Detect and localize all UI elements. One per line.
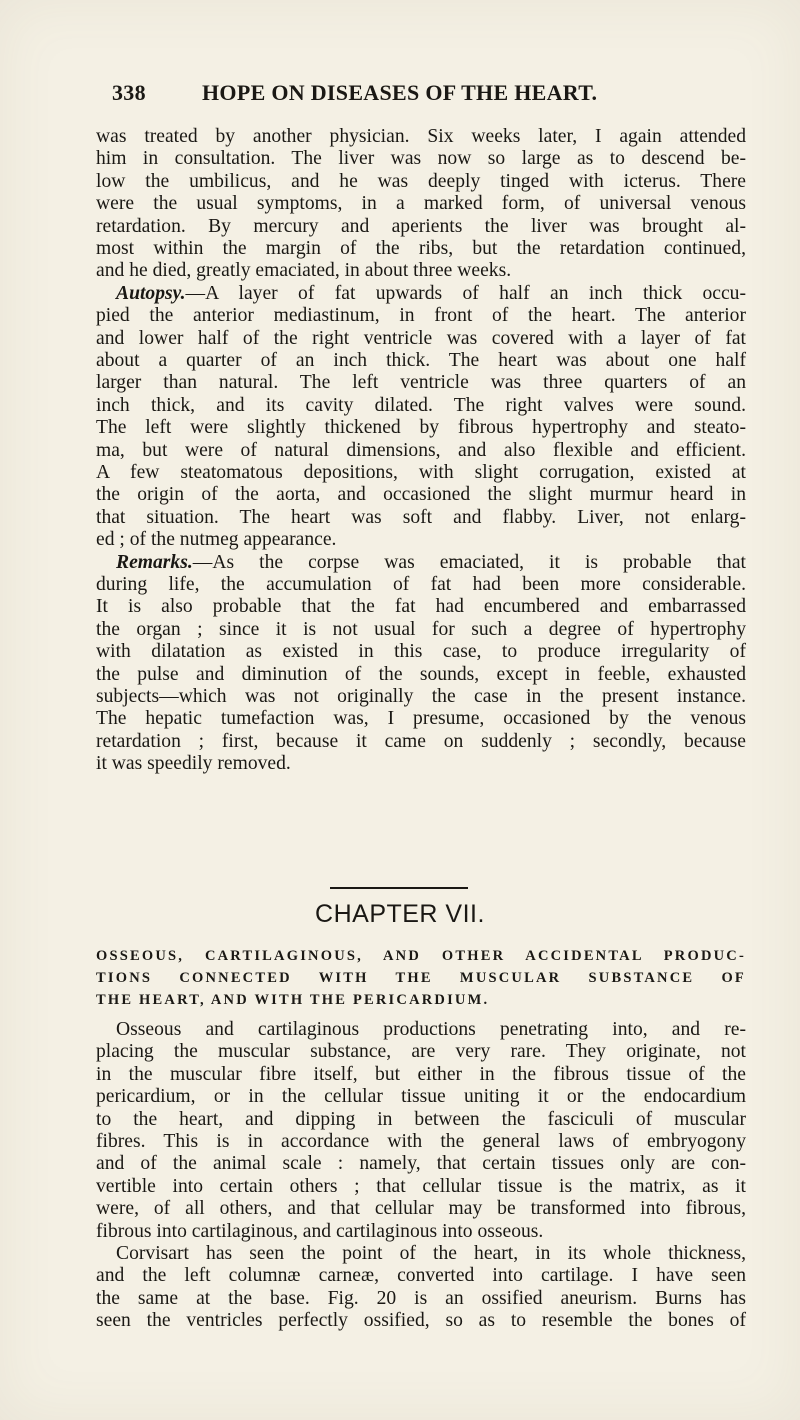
- chapter-subtitle: [96, 945, 746, 1011]
- text-line: the organ ; since it is not usual for such a degree of hypertrophy: [96, 618, 746, 640]
- text-line: was treated by another physician. Six weeks later, I again attended: [96, 126, 746, 147]
- text-line: subjects—which was not originally the case in the present instance.: [96, 685, 746, 707]
- text-line: were, of all others, and that cellular may be transformed into fibrous,: [96, 1198, 746, 1220]
- text-line: placing the muscular substance, are very rare. They originate, not: [96, 1041, 746, 1063]
- paragraph-osseous: [96, 1019, 746, 1243]
- text-line: retardation ; first, because it came on suddenly ; secondly, because: [96, 730, 746, 752]
- remarks-first-line: —As the corpse was emaciated, it is probable that: [192, 551, 746, 573]
- text-line: to the heart, and dipping in between the fasciculi of muscular: [96, 1108, 746, 1130]
- autopsy-first-line: —A layer of fat upwards of half an inch thick occu-: [185, 282, 746, 304]
- text-line: and the left columnæ carneæ, converted into cartilage. I have seen: [96, 1265, 746, 1287]
- section-divider-rule: [330, 887, 468, 889]
- text-line: and of the animal scale : namely, that certain tissues only are con-: [96, 1153, 746, 1175]
- text-line: about a quarter of an inch thick. The heart was about one half: [96, 349, 746, 371]
- remarks-label: Remarks.: [116, 551, 193, 573]
- text-line: and he died, greatly emaciated, in about three weeks.: [96, 260, 512, 282]
- text-line: [96, 283, 746, 305]
- text-line: pied the anterior mediastinum, in front of the heart. The anterior: [96, 305, 746, 327]
- text-line: vertible into certain others ; that cellular tissue is the matrix, as it: [96, 1175, 746, 1197]
- text-line: were the usual symptoms, in a marked form, of universal venous: [96, 193, 746, 215]
- text-line: that situation. The heart was soft and flabby. Liver, not enlarg-: [96, 506, 746, 528]
- text-line: in the muscular fibre itself, but either in the fibrous tissue of the: [96, 1063, 746, 1085]
- text-line: him in consultation. The liver was now so large as to descend be-: [96, 148, 746, 170]
- text-line: pericardium, or in the cellular tissue uniting it or the endocardium: [96, 1086, 746, 1108]
- running-title: HOPE ON DISEASES OF THE HEART.: [202, 80, 598, 105]
- text-line: retardation. By mercury and aperients the liver was brought al-: [96, 215, 746, 237]
- paragraph-remarks: [96, 552, 746, 776]
- text-line: seen the ventricles perfectly ossified, so as to resemble the bones of: [96, 1310, 746, 1332]
- subtitle-line: TIONS CONNECTED WITH THE MUSCULAR SUBSTANCE OF: [96, 970, 746, 986]
- text-line: fibrous into cartilaginous, and cartilaginous into osseous.: [96, 1220, 544, 1242]
- text-line: the same at the base. Fig. 20 is an ossified aneurism. Burns has: [96, 1287, 746, 1309]
- text-line: ma, but were of natural dimensions, and also flexible and efficient.: [96, 439, 746, 461]
- text-line: Corvisart has seen the point of the heart, in its whole thickness,: [116, 1243, 746, 1264]
- text-line: most within the margin of the ribs, but the retardation continued,: [96, 237, 746, 259]
- autopsy-label: Autopsy.: [116, 282, 186, 304]
- paragraph-corvisart: [96, 1243, 746, 1333]
- text-line: larger than natural. The left ventricle was three quarters of an: [96, 372, 746, 394]
- text-line: ed ; of the nutmeg appearance.: [96, 529, 337, 551]
- text-line: during life, the accumulation of fat had been more considerable.: [96, 573, 746, 595]
- text-line: the origin of the aorta, and occasioned the slight murmur heard in: [96, 484, 746, 506]
- paragraph-case-history: [96, 126, 746, 283]
- text-line: The left were slightly thickened by fibrous hypertrophy and steato-: [96, 417, 746, 439]
- text-line: A few steatomatous depositions, with slight corrugation, existed at: [96, 461, 746, 483]
- text-line: low the umbilicus, and he was deeply tinged with icterus. There: [96, 170, 746, 192]
- text-line: it was speedily removed.: [96, 753, 291, 775]
- text-line: with dilatation as existed in this case, to produce irregularity of: [96, 641, 746, 663]
- text-line: inch thick, and its cavity dilated. The right valves were sound.: [96, 394, 746, 416]
- subtitle-line: OSSEOUS, CARTILAGINOUS, AND OTHER ACCIDENTAL PRODUC-: [96, 948, 746, 964]
- paragraph-autopsy: [96, 283, 746, 552]
- text-line: fibres. This is in accordance with the general laws of embryogony: [96, 1130, 746, 1152]
- text-line: and lower half of the right ventricle was covered with a layer of fat: [96, 327, 746, 349]
- running-header: [112, 80, 732, 106]
- text-line: It is also probable that the fat had encumbered and embarrassed: [96, 596, 746, 618]
- subtitle-line: THE HEART, AND WITH THE PERICARDIUM.: [96, 992, 490, 1008]
- page-number: 338: [112, 80, 146, 105]
- chapter-title: CHAPTER VII.: [315, 900, 485, 928]
- text-line: The hepatic tumefaction was, I presume, occasioned by the venous: [96, 708, 746, 730]
- text-line: [96, 552, 746, 574]
- text-line: Osseous and cartilaginous productions penetrating into, and re-: [116, 1019, 746, 1040]
- text-line: the pulse and diminution of the sounds, except in feeble, exhausted: [96, 663, 746, 685]
